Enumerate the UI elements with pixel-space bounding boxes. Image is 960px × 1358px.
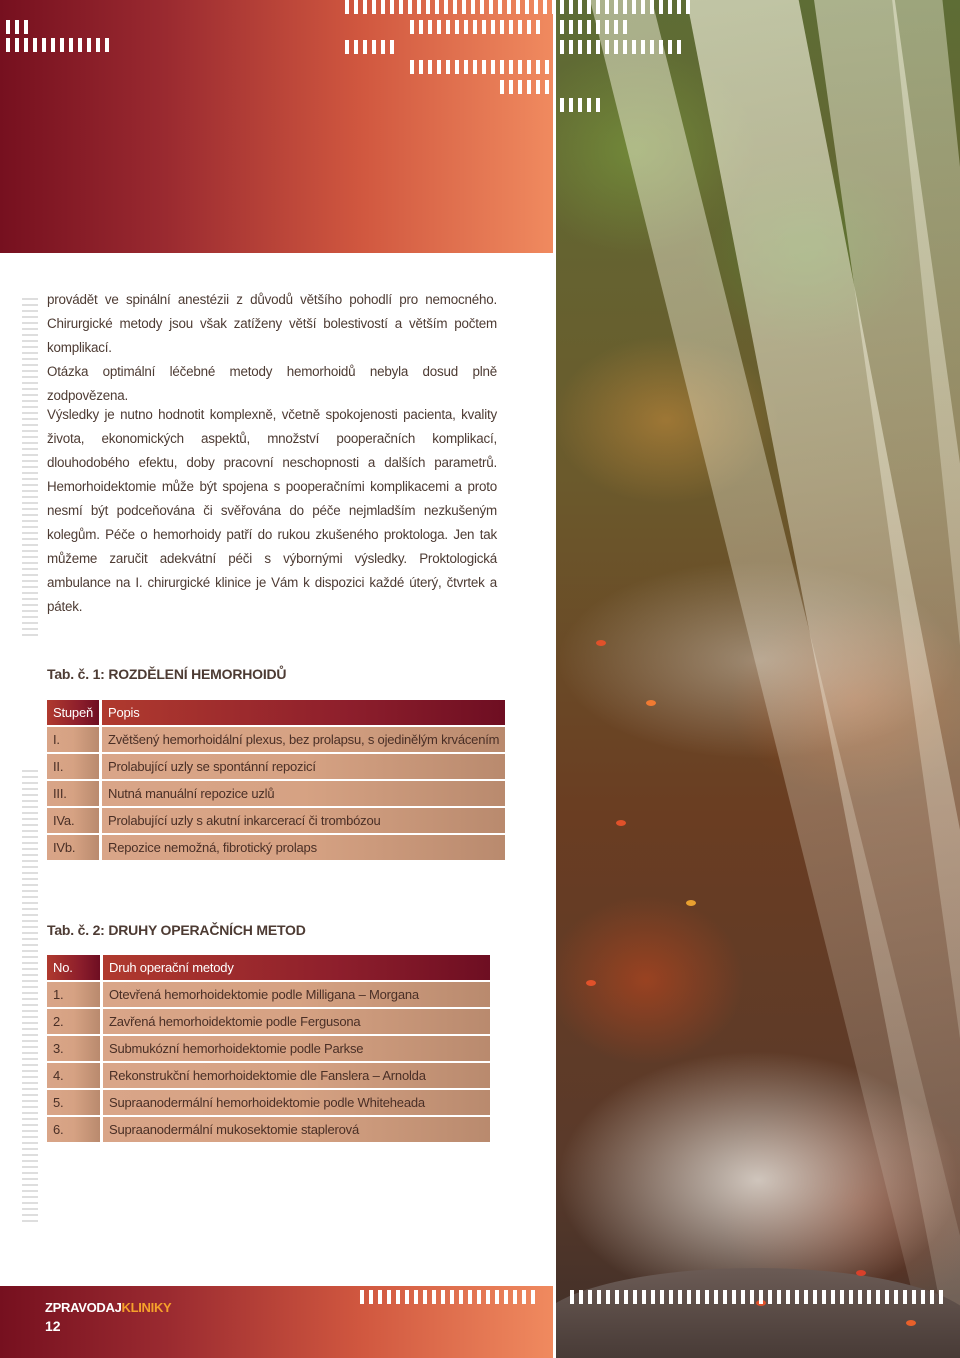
footer-brand-logo — [45, 1300, 171, 1315]
table-row — [47, 754, 505, 779]
table2 — [47, 953, 490, 1144]
photo-bars-2 — [560, 20, 627, 34]
paragraph-text: Otázka optimální léčebné metody hemorhoidů nebyla dosud plně zodpovězena. — [47, 364, 497, 403]
table-cell: II. — [47, 754, 102, 779]
table1 — [47, 698, 505, 862]
paragraph-text: provádět ve spinální anestézii z důvodů většího pohodlí pro nemocného. Chirurgické metody jsou však zatíženy větší bolestivostí a větším počtem komplikací. — [47, 292, 497, 355]
table-row — [47, 1036, 490, 1061]
table-cell: Zvětšený hemorhoidální plexus, bez prolapsu, s ojedinělým krvácením — [102, 727, 505, 752]
header-bars-1 — [6, 20, 28, 34]
table-cell: I. — [47, 727, 102, 752]
table-cell: III. — [47, 781, 102, 806]
page-number: 12 — [45, 1318, 61, 1334]
brand-part-2: KLINIKY — [121, 1300, 172, 1315]
table-cell: 6. — [47, 1117, 103, 1142]
table-cell: Supraanodermální mukosektomie staplerová — [103, 1117, 490, 1142]
table-cell: IVb. — [47, 835, 102, 860]
table-row — [47, 727, 505, 752]
table-cell: IVa. — [47, 808, 102, 833]
table-cell: Nutná manuální repozice uzlů — [102, 781, 505, 806]
table-cell: Prolabující uzly s akutní inkarcerací či trombózou — [102, 808, 505, 833]
table-cell: Rekonstrukční hemorhoidektomie dle Fanslera – Arnolda — [103, 1063, 490, 1088]
table-cell: Submukózní hemorhoidektomie podle Parkse — [103, 1036, 490, 1061]
footer-bars — [360, 1290, 535, 1304]
table2-title: Tab. č. 2: DRUHY OPERAČNÍCH METOD — [47, 922, 306, 938]
article-paragraph-3 — [47, 403, 497, 619]
article-paragraph-2 — [47, 360, 497, 408]
table-row — [47, 835, 505, 860]
table-header-row — [47, 700, 505, 725]
table-cell: 3. — [47, 1036, 103, 1061]
table-row — [47, 808, 505, 833]
table-header-row — [47, 955, 490, 980]
table-header-cell: Stupeň — [47, 700, 102, 725]
table-row — [47, 1009, 490, 1034]
table-header-cell: Popis — [102, 700, 505, 725]
table-cell: Otevřená hemorhoidektomie podle Milligana – Morgana — [103, 982, 490, 1007]
photo-footer-bars — [570, 1290, 943, 1304]
header-bars-4 — [410, 20, 540, 34]
table-cell: Repozice nemožná, fibrotický prolaps — [102, 835, 505, 860]
header-bars-5 — [345, 40, 394, 54]
header-bars-6 — [410, 60, 549, 74]
article-paragraph-1 — [47, 288, 497, 360]
table-cell: 5. — [47, 1090, 103, 1115]
table-cell: Zavřená hemorhoidektomie podle Fergusona — [103, 1009, 490, 1034]
paragraph-text: Výsledky je nutno hodnotit komplexně, včetně spokojenosti pacienta, kvality života, ekonomických aspektů, množství pooperačních komplikací, dlouhodobého efektu, doby pracovní neschopnosti a dalších parametrů. Hemorhoidektomie může být spojena s pooperačními komplikacemi a proto nesmí být podceňována či svěřována do péče nejmladším nezkušeným kolegům. Péče o hemorhoidy patří do rukou zkušeného proktologa. Jen tak můžeme zaručit adekvátní péči s výbornými výsledky. Proktologická ambulance na I. chirurgické klinice je Vám k dispozici každé úterý, čtvrtek a pátek. — [47, 407, 497, 614]
table-cell: 2. — [47, 1009, 103, 1034]
table-header-cell: No. — [47, 955, 103, 980]
photo-bars-4 — [560, 98, 600, 112]
header-bars-7 — [500, 80, 549, 94]
table-header-cell: Druh operační metody — [103, 955, 490, 980]
table-row — [47, 1063, 490, 1088]
table-cell: 1. — [47, 982, 103, 1007]
left-rail-top — [22, 298, 38, 638]
forest-waterfall-photo — [556, 0, 960, 1358]
table-row — [47, 781, 505, 806]
table-cell: Prolabující uzly se spontánní repozicí — [102, 754, 505, 779]
table-row — [47, 1117, 490, 1142]
header-bars-2 — [6, 38, 109, 52]
photo-bars-3 — [560, 40, 681, 54]
photo-bars-1 — [560, 0, 690, 14]
left-rail-bottom — [22, 770, 38, 1222]
brand-part-1: ZPRAVODAJ — [45, 1300, 122, 1315]
table-cell: 4. — [47, 1063, 103, 1088]
table-cell: Supraanodermální hemorhoidektomie podle Whiteheada — [103, 1090, 490, 1115]
table1-title: Tab. č. 1: ROZDĚLENÍ HEMORHOIDŮ — [47, 666, 287, 682]
table-row — [47, 982, 490, 1007]
table-row — [47, 1090, 490, 1115]
